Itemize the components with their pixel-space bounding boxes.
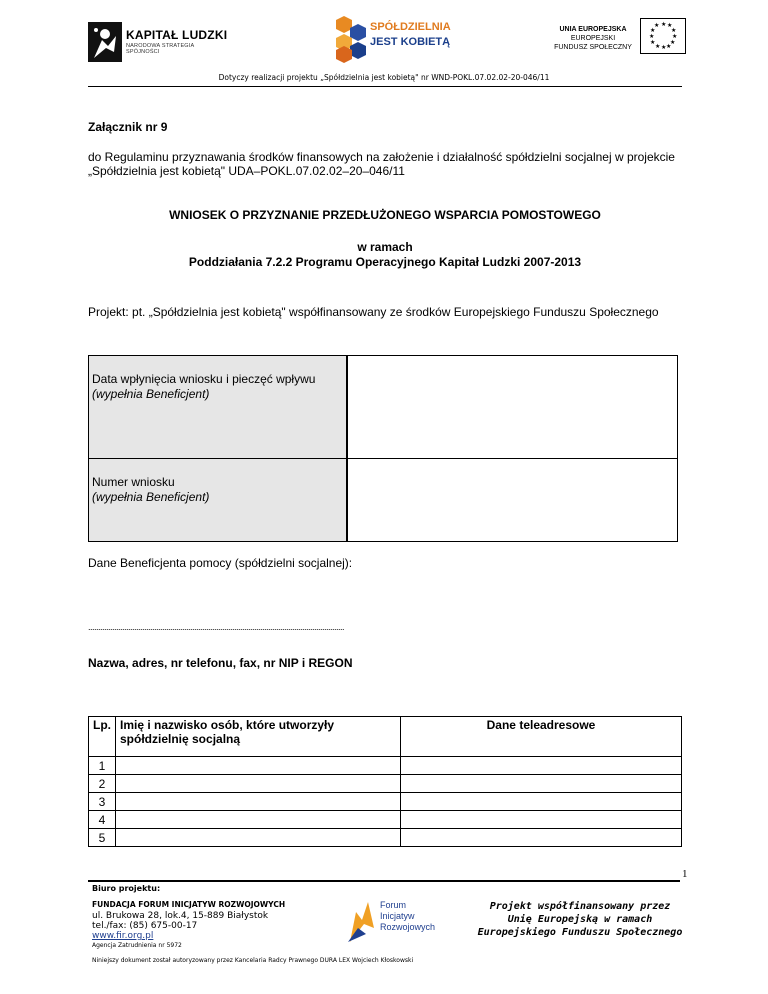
contact-cell[interactable]	[401, 793, 682, 811]
office-label: Biuro projektu:	[92, 884, 161, 893]
number-label-cell	[88, 458, 348, 542]
cofinance-line2: Unię Europejską w ramach	[507, 914, 653, 925]
contact-cell[interactable]	[401, 811, 682, 829]
website-link[interactable]: www.fir.org.pl	[92, 931, 154, 941]
spoldzielnia-logo	[332, 14, 462, 66]
fir-line3: Rozwojowych	[380, 922, 436, 932]
document-title: WNIOSEK O PRZYZNANIE PRZEDŁUŻONEGO WSPARCIA POMOSTOWEGO	[169, 208, 601, 222]
office-address: ul. Brukowa 28, lok.4, 15-889 Białystok	[92, 911, 269, 921]
regulation-line1: do Regulaminu przyznawania środków finansowych na założenie i działalność spółdzielni socjalnej w projekcie	[88, 150, 675, 164]
svg-text:★: ★	[661, 21, 667, 28]
agency-note: Agencja Zatrudnienia nr 5972	[92, 942, 182, 949]
table-row	[89, 757, 682, 775]
contact-cell[interactable]	[401, 829, 682, 847]
table-row	[89, 793, 682, 811]
fir-name	[380, 900, 435, 933]
col-contact: Dane teleadresowe	[401, 717, 682, 757]
header-project-note: Dotyczy realizacji projektu „Spółdzielnia jest kobietą" nr WND-POKL.07.02.02-20-046/11	[218, 73, 550, 82]
col-name-line2: spółdzielnię socjalną	[120, 732, 241, 746]
svg-text:★: ★	[650, 27, 656, 34]
fir-line1: Forum	[380, 900, 407, 910]
kapital-ludzki-emblem-icon	[88, 22, 122, 62]
col-lp: Lp.	[89, 717, 116, 757]
svg-text:★: ★	[649, 33, 655, 40]
page-number: 1	[682, 868, 688, 880]
ue-text	[553, 25, 633, 52]
row-number: 4	[89, 811, 116, 829]
sjk-line1: SPÓŁDZIELNIA	[370, 21, 451, 33]
svg-text:★: ★	[666, 43, 672, 50]
date-stamp-field[interactable]	[346, 355, 678, 459]
cofinance-line3: Europejskiego Funduszu Społecznego	[477, 927, 683, 938]
date-label-cell	[88, 355, 348, 459]
project-line: Projekt: pt. „Spółdzielnia jest kobietą" współfinansowany ze środków Europejskiego Funduszu Społecznego	[88, 305, 659, 319]
fir-logo	[346, 896, 456, 948]
eu-flag-icon	[640, 18, 686, 54]
name-cell[interactable]	[116, 793, 401, 811]
subtitle-poddzialanie: Poddziałania 7.2.2 Programu Operacyjnego Kapitał Ludzki 2007-2013	[188, 255, 582, 269]
name-cell[interactable]	[116, 775, 401, 793]
contact-cell[interactable]	[401, 775, 682, 793]
svg-text:★: ★	[671, 27, 677, 34]
date-hint: (wypełnia Beneficjent)	[92, 387, 210, 401]
authorization-note: Niniejszy dokument został autoryzowany przez Kancelaria Radcy Prawnego DURA LEX Wojciech Kłoskowski	[92, 957, 414, 964]
svg-text:★: ★	[672, 33, 678, 40]
col-name-line1: Imię i nazwisko osób, które utworzyły	[120, 718, 335, 732]
date-label: Data wpłynięcia wniosku i pieczęć wpływu	[92, 372, 316, 386]
founders-table	[88, 716, 682, 847]
name-cell[interactable]	[116, 811, 401, 829]
ue-line2: EUROPEJSKI	[570, 35, 616, 42]
table-row	[89, 811, 682, 829]
fir-emblem-icon	[346, 898, 378, 944]
cofinance-note	[465, 900, 695, 939]
number-hint: (wypełnia Beneficjent)	[92, 490, 210, 504]
table-row	[89, 829, 682, 847]
row-number: 2	[89, 775, 116, 793]
contact-cell[interactable]	[401, 757, 682, 775]
subtitle-w-ramach: w ramach	[357, 240, 413, 254]
beneficiary-dotted-line[interactable]: ................................................................................................................................	[88, 622, 345, 632]
number-label: Numer wniosku	[92, 475, 175, 489]
kl-title: KAPITAŁ LUDZKI	[126, 28, 228, 42]
svg-text:★: ★	[670, 39, 676, 46]
beneficiary-label: Dane Beneficjenta pomocy (spółdzielni socjalnej):	[88, 556, 353, 570]
hexagon-cluster-icon	[332, 14, 368, 64]
row-number: 1	[89, 757, 116, 775]
name-cell[interactable]	[116, 757, 401, 775]
svg-text:★: ★	[655, 43, 661, 50]
project-office-block	[92, 882, 285, 949]
regulation-line2: „Spółdzielnia jest kobietą" UDA–POKL.07.02.02–20–046/11	[88, 164, 405, 178]
row-number: 3	[89, 793, 116, 811]
col-name	[116, 717, 401, 757]
org-name: FUNDACJA FORUM INICJATYW ROZWOJOWYCH	[92, 900, 286, 909]
fir-line2: Inicjatyw	[380, 911, 415, 921]
attachment-label: Załącznik nr 9	[88, 120, 168, 134]
name-cell[interactable]	[116, 829, 401, 847]
header-divider	[88, 86, 682, 87]
row-number: 5	[89, 829, 116, 847]
kapital-ludzki-logo	[88, 20, 228, 64]
table-header-row	[89, 717, 682, 757]
table-row	[89, 775, 682, 793]
office-phone: tel./fax: (85) 675-00-17	[92, 921, 198, 931]
beneficiary-details-label: Nazwa, adres, nr telefonu, fax, nr NIP i REGON	[88, 656, 353, 670]
kl-subtitle: NARODOWA STRATEGIA SPÓJNOŚCI	[126, 43, 195, 55]
svg-text:★: ★	[650, 39, 656, 46]
application-number-field[interactable]	[346, 458, 678, 542]
svg-text:★: ★	[667, 22, 673, 29]
ue-line3: FUNDUSZ SPOŁECZNY	[554, 44, 632, 51]
ue-line1: UNIA EUROPEJSKA	[559, 26, 627, 33]
svg-text:★: ★	[654, 22, 660, 29]
svg-text:★: ★	[661, 44, 667, 51]
cofinance-line1: Projekt współfinansowany przez	[489, 901, 671, 912]
sjk-line2: JEST KOBIETĄ	[370, 36, 451, 48]
